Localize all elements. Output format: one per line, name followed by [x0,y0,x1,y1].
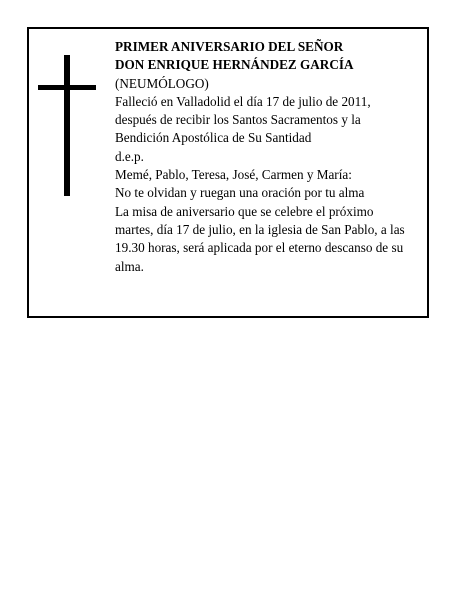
death-notice-line-2: después de recibir los Santos Sacramentos y la [115,112,361,128]
heading-line-1: PRIMER ANIVERSARIO DEL SEÑOR [115,39,344,54]
death-notice-line-3: Bendición Apostólica de Su Santidad [115,130,312,146]
mass-notice-line-3: 19.30 horas, será aplicada por el eterno descanso de su [115,240,404,256]
mass-notice-line-4: alma. [115,258,144,274]
cross-horizontal-bar [38,85,96,90]
cross-vertical-bar [64,55,70,196]
profession-label: (NEUMÓLOGO) [115,75,209,91]
family-names: Memé, Pablo, Teresa, José, Carmen y María: [115,167,352,183]
obituary-text-block [115,38,417,276]
death-notice-line-1: Falleció en Valladolid el día 17 de julio de 2011, [115,93,371,109]
heading-line-2: DON ENRIQUE HERNÁNDEZ GARCÍA [115,57,354,73]
mass-notice-line-2: martes, día 17 de julio, en la iglesia de San Pablo, a las [115,221,405,237]
rip-abbreviation: d.e.p. [115,148,144,164]
prayer-request: No te olvidan y ruegan una oración por tu alma [115,185,365,201]
mass-notice-line-1: La misa de aniversario que se celebre el próximo [115,203,374,219]
